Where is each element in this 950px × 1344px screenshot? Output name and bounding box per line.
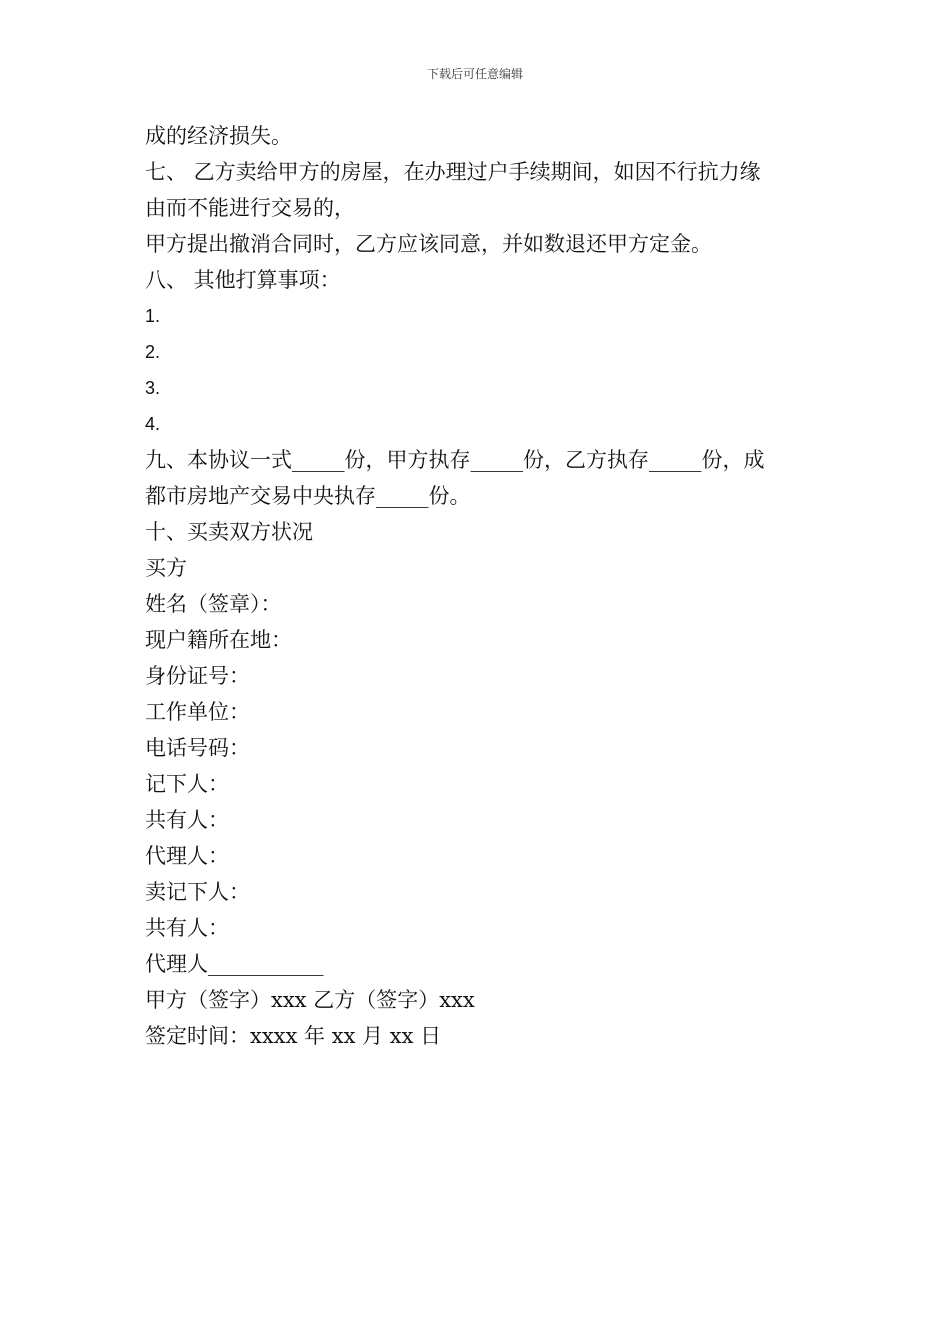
clause-7-continued: 由而不能进行交易的， — [145, 196, 355, 220]
document-body — [145, 118, 815, 1054]
seller-co-owner-field: 共有人： — [145, 916, 229, 940]
clause-7-continued: 甲方提出撤消合同时，乙方应该同意，并如数退还甲方定金。 — [145, 232, 712, 256]
residence-field: 现户籍所在地： — [145, 628, 292, 652]
phone-field: 电话号码： — [145, 736, 250, 760]
clause-7-line: 七、 乙方卖给甲方的房屋，在办理过户手续期间，如因不行抗力缘 — [145, 160, 761, 184]
list-item-4: 4. — [145, 414, 161, 434]
signature-line: 甲方（签字）xxx 乙方（签字）xxx — [145, 988, 475, 1012]
buyer-label: 买方 — [145, 556, 187, 580]
id-number-field: 身份证号： — [145, 664, 250, 688]
clause-9-line: 九、本协议一式_____份，甲方执存_____份，乙方执存_____份，成 — [145, 448, 765, 472]
registrant-field: 记下人： — [145, 772, 229, 796]
agent-field: 代理人： — [145, 844, 229, 868]
list-item-3: 3. — [145, 378, 161, 398]
clause-10-heading: 十、买卖双方状况 — [145, 520, 313, 544]
employer-field: 工作单位： — [145, 700, 250, 724]
paragraph-line: 成的经济损失。 — [145, 124, 292, 148]
seller-registrant-field: 卖记下人： — [145, 880, 250, 904]
clause-9-continued: 都市房地产交易中央执存_____份。 — [145, 484, 471, 508]
list-item-2: 2. — [145, 342, 161, 362]
list-item-1: 1. — [145, 306, 161, 326]
page-header: 下载后可任意编辑 — [426, 67, 523, 81]
signing-date-line: 签定时间：xxxx 年 xx 月 xx 日 — [145, 1024, 442, 1048]
clause-8-heading: 八、 其他打算事项： — [145, 268, 341, 292]
seller-agent-field: 代理人___________ — [145, 952, 324, 976]
co-owner-field: 共有人： — [145, 808, 229, 832]
name-signature-field: 姓名（签章）： — [145, 592, 282, 616]
